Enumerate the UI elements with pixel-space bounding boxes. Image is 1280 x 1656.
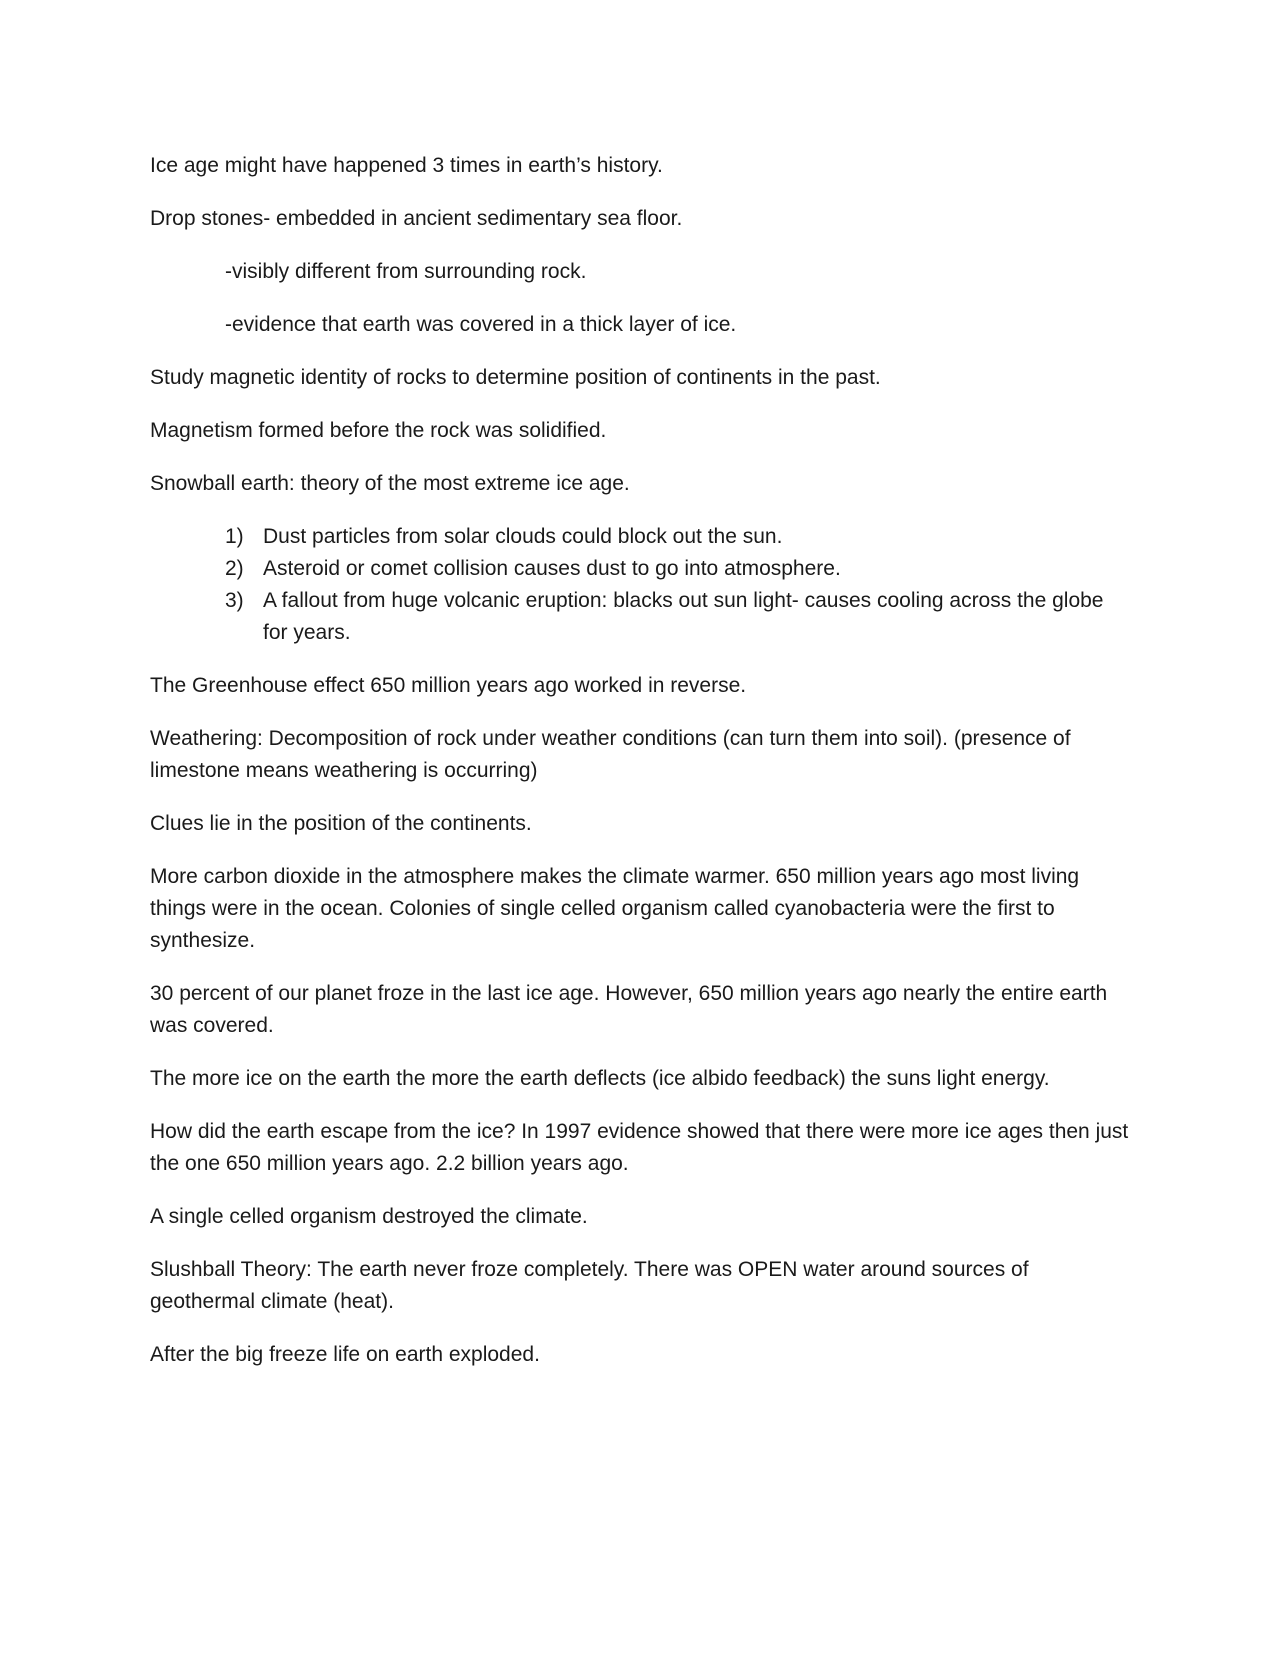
numbered-list	[150, 521, 1130, 649]
paragraph-ice-age-history: Ice age might have happened 3 times in earth’s history.	[150, 154, 663, 177]
paragraph-drop-stones: Drop stones- embedded in ancient sedimentary sea floor.	[150, 207, 683, 230]
paragraph-greenhouse-effect: The Greenhouse effect 650 million years ago worked in reverse.	[150, 674, 747, 697]
paragraph-continents-clues: Clues lie in the position of the continents.	[150, 812, 532, 835]
paragraph-magnetic-identity: Study magnetic identity of rocks to determine position of continents in the past.	[150, 366, 881, 389]
paragraph-snowball-earth: Snowball earth: theory of the most extreme ice age.	[150, 472, 630, 495]
paragraph-big-freeze: After the big freeze life on earth exploded.	[150, 1343, 540, 1366]
indented-note-evidence: -evidence that earth was covered in a thick layer of ice.	[225, 313, 737, 336]
paragraph-thirty-percent: 30 percent of our planet froze in the last ice age. However, 650 million years ago nearly the entire earth was covered.	[150, 982, 1108, 1037]
paragraph-ice-albedo: The more ice on the earth the more the earth deflects (ice albido feedback) the suns light energy.	[150, 1067, 1050, 1090]
list-item-number: 3)	[225, 589, 244, 612]
list-item-number: 2)	[225, 557, 244, 580]
list-item	[150, 553, 1130, 585]
paragraph-escape-ice: How did the earth escape from the ice? In 1997 evidence showed that there were more ice ages then just the one 650 million years ago. 2.2 billion years ago.	[150, 1120, 1129, 1175]
paragraph-carbon-dioxide: More carbon dioxide in the atmosphere makes the climate warmer. 650 million years ago most living things were in the ocean. Colonies of single celled organism called cyanobacteria were the first to synthesize.	[150, 865, 1080, 952]
list-item-text: Dust particles from solar clouds could block out the sun.	[263, 525, 783, 548]
list-item	[150, 521, 1130, 553]
paragraph-weathering: Weathering: Decomposition of rock under weather conditions (can turn them into soil). (presence of limestone means weathering is occurring)	[150, 727, 1071, 782]
document-body	[150, 150, 1130, 1392]
list-item-text: A fallout from huge volcanic eruption: blacks out sun light- causes cooling across the globe for years.	[263, 589, 1104, 644]
paragraph-slushball-theory: Slushball Theory: The earth never froze completely. There was OPEN water around sources of geothermal climate (heat).	[150, 1258, 1029, 1313]
list-item-number: 1)	[225, 525, 244, 548]
indented-note-visibly-different: -visibly different from surrounding rock.	[225, 260, 587, 283]
paragraph-single-celled: A single celled organism destroyed the climate.	[150, 1205, 588, 1228]
paragraph-magnetism: Magnetism formed before the rock was solidified.	[150, 419, 607, 442]
list-item	[150, 585, 1130, 649]
list-item-text: Asteroid or comet collision causes dust to go into atmosphere.	[263, 557, 841, 580]
